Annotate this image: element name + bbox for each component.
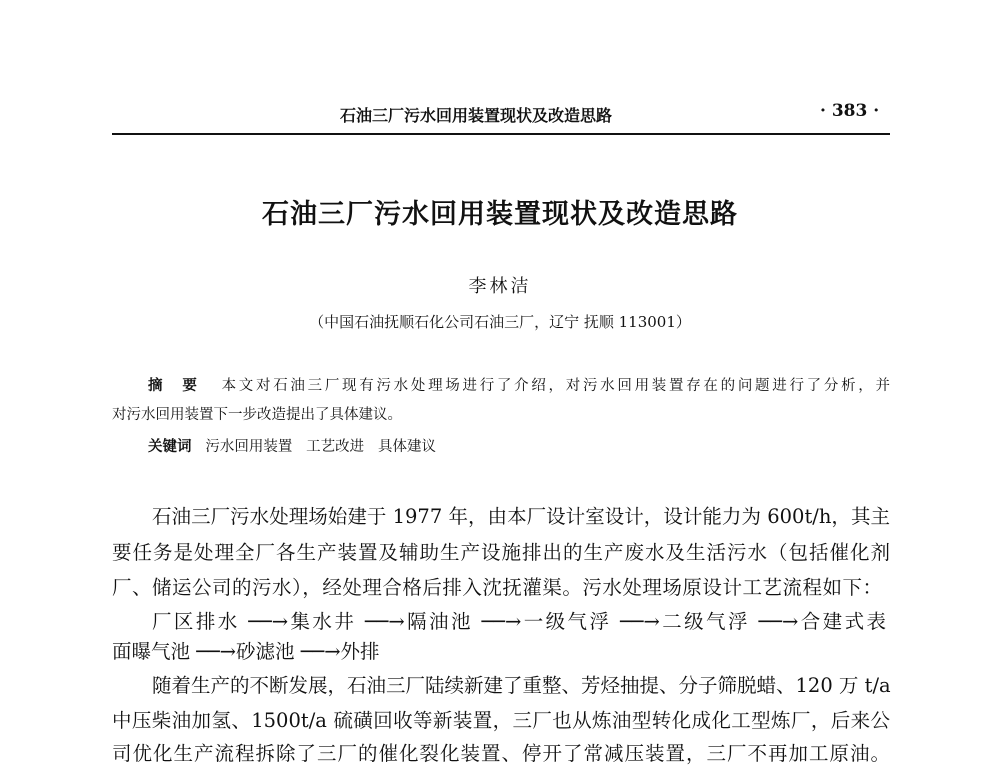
flow-diagram-line: 厂区排水 ──→集水井 ──→隔油池 ──→一级气浮 ──→二级气浮 ──→合建式表 [152, 610, 886, 633]
abstract-line-2: 对污水回用装置下一步改造提出了具体建议。 [112, 407, 402, 423]
keyword: 具体建议 [377, 439, 436, 455]
body-line: 厂、储运公司的污水），经处理合格后排入沈抚灌渠。污水处理场原设计工艺流程如下： [112, 576, 882, 599]
abstract-text: 本文对石油三厂现有污水处理场进行了介绍，对污水回用装置存在的问题进行了分析，并 [221, 378, 891, 394]
abstract-label: 摘 要 [148, 377, 200, 394]
body-line: 司优化生产流程拆除了三厂的催化裂化装置、停开了常减压装置，三厂不再加工原油。 [112, 742, 890, 765]
keywords-line [148, 435, 436, 456]
flow-diagram-line: 面曝气池 ──→砂滤池 ──→外排 [112, 640, 380, 663]
body-line: 要任务是处理全厂各生产装置及辅助生产设施排出的生产废水及生活污水（包括催化剂 [112, 541, 890, 564]
keyword: 工艺改进 [306, 439, 365, 455]
abstract-line-1 [148, 374, 890, 395]
affiliation: （中国石油抚顺石化公司石油三厂，辽宁 抚顺 113001） [309, 313, 691, 331]
author: 李林洁 [468, 276, 532, 297]
running-header-title: 石油三厂污水回用装置现状及改造思路 [340, 106, 613, 125]
body-line: 随着生产的不断发展，石油三厂陆续新建了重整、芳烃抽提、分子筛脱蜡、120 万 t/a [152, 674, 891, 697]
keywords-label: 关键词 [148, 438, 192, 455]
header-rule [112, 133, 890, 135]
body-line: 石油三厂污水处理场始建于 1977 年，由本厂设计室设计，设计能力为 600t/h，其主 [152, 505, 890, 528]
page-number: · 383 · [820, 101, 880, 121]
body-line: 中压柴油加氢、1500t/a 硫磺回收等新装置，三厂也从炼油型转化成化工型炼厂，后来公 [112, 709, 890, 732]
keyword: 污水回用装置 [205, 439, 293, 455]
article-title: 石油三厂污水回用装置现状及改造思路 [262, 199, 738, 230]
